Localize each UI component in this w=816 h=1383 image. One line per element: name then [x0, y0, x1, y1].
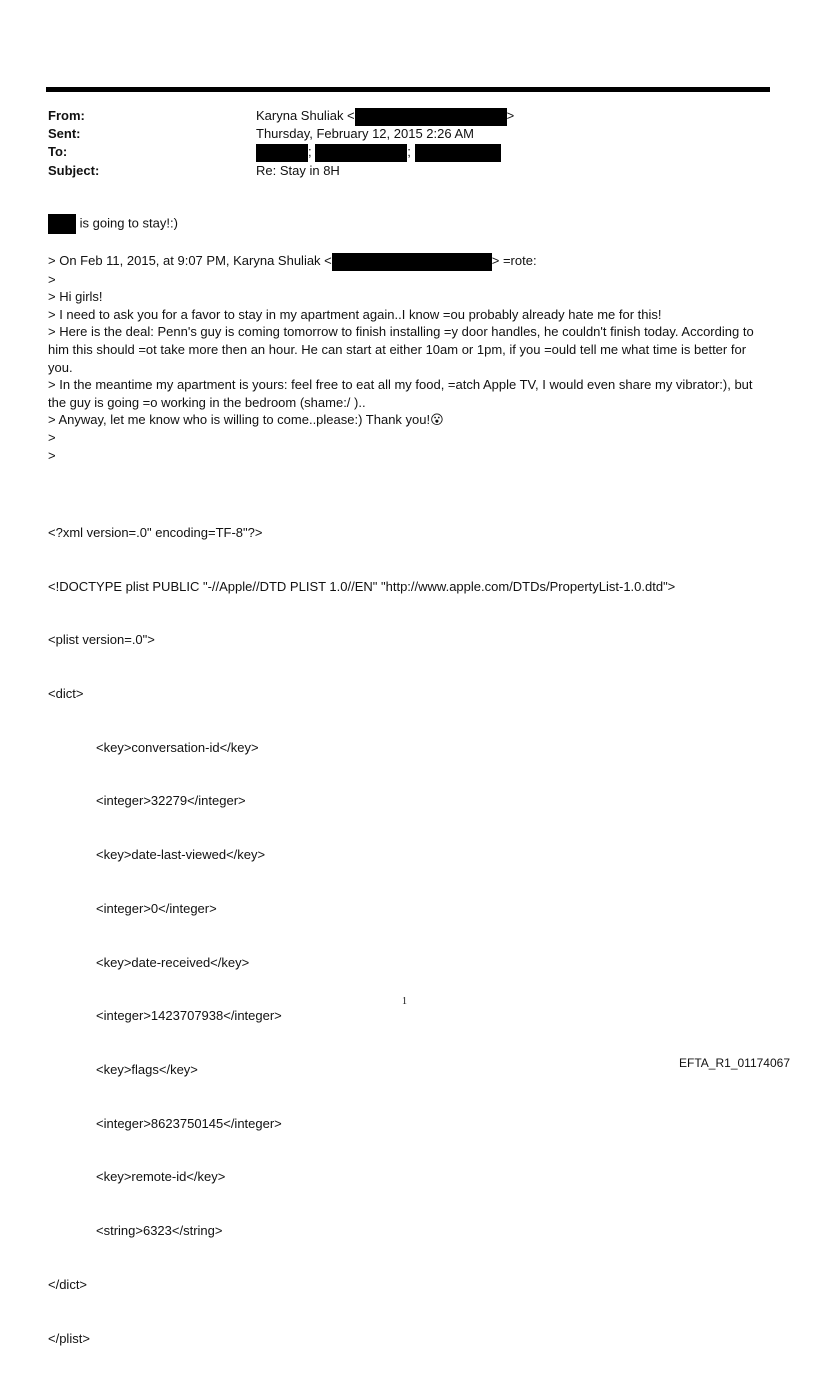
from-value — [256, 107, 514, 126]
quote-line: > — [48, 271, 56, 287]
plist-line: <plist version=.0"> — [48, 632, 155, 648]
quote-line: > In the meantime my apartment is yours: feel free to eat all my food, =atch Apple TV, I would even share my vibrator:), but the guy is going =o working in the bedroom (shame:/ ).. — [48, 377, 753, 410]
page-number: 1 — [402, 996, 407, 1007]
bates-number: EFTA_R1_01174067 — [679, 1056, 790, 1070]
plist-dict-line: <integer>32279</integer> — [96, 793, 246, 809]
subject-value: Re: Stay in 8H — [256, 163, 340, 178]
plist-dict-line: <integer>8623750145</integer> — [96, 1115, 282, 1131]
redaction-box — [256, 144, 308, 162]
to-separator: ; — [308, 144, 312, 159]
opening-text: is going to stay!:) — [79, 215, 178, 231]
to-separator: ; — [407, 144, 411, 159]
plist-dict-line: <integer>0</integer> — [96, 900, 217, 916]
quote-line: > — [48, 429, 56, 445]
plist-dict-line: <key>remote-id</key> — [96, 1169, 226, 1185]
plist-line: </dict> — [48, 1276, 88, 1292]
redaction-box — [415, 144, 501, 162]
plist-dict-line: <key>flags</key> — [96, 1062, 198, 1077]
quote-intro-end: > =rote: — [491, 253, 537, 268]
sent-label: Sent: — [48, 126, 81, 141]
from-name: Karyna Shuliak < — [256, 108, 355, 123]
quote-line: > I need to ask you for a favor to stay in my apartment again..I know =ou probably already hate me for this! — [48, 306, 662, 322]
opening-line — [48, 214, 770, 234]
plist-block — [48, 488, 675, 1383]
redaction-box — [48, 214, 76, 234]
from-label: From: — [48, 108, 85, 123]
plist-line: <!DOCTYPE plist PUBLIC "-//Apple//DTD PLIST 1.0//EN" "http://www.apple.com/DTDs/PropertyList-1.0.dtd"> — [48, 578, 676, 594]
plist-line: <dict> — [48, 685, 84, 701]
plist-line: <?xml version=.0" encoding=TF-8"?> — [48, 524, 263, 540]
subject-label: Subject: — [48, 163, 100, 178]
to-value — [256, 143, 501, 162]
sent-value: Thursday, February 12, 2015 2:26 AM — [256, 126, 474, 141]
plist-line: </plist> — [48, 1330, 90, 1346]
quote-line: > Hi girls! — [48, 289, 103, 305]
quote-line: > Anyway, let me know who is willing to come..please:) Thank you!😮 — [48, 412, 444, 428]
to-label: To: — [48, 144, 68, 159]
quote-intro-start: > On Feb 11, 2015, at 9:07 PM, Karyna Shuliak < — [48, 253, 332, 268]
plist-dict-line: <key>date-received</key> — [96, 954, 250, 970]
plist-dict-line: <integer>1423707938</integer> — [96, 1008, 282, 1024]
redaction-box — [315, 144, 407, 162]
redaction-box — [332, 253, 492, 271]
quote-line: > — [48, 447, 56, 463]
redaction-box — [355, 108, 507, 126]
plist-dict-line: <key>conversation-id</key> — [96, 739, 259, 755]
quoted-message — [48, 252, 770, 464]
quote-intro — [48, 252, 770, 271]
plist-dict-line: <key>date-last-viewed</key> — [96, 847, 266, 863]
quote-line: > Here is the deal: Penn's guy is coming tomorrow to finish installing =y door handles, he couldn't finish today. According to him this should =ot take more then an hour. He can start at either 10am or 1pm, if you =ould tell me what time is better for you. — [48, 324, 754, 375]
plist-dict-line: <string>6323</string> — [96, 1223, 223, 1239]
from-close: > — [506, 108, 515, 123]
header-rule — [46, 87, 770, 92]
